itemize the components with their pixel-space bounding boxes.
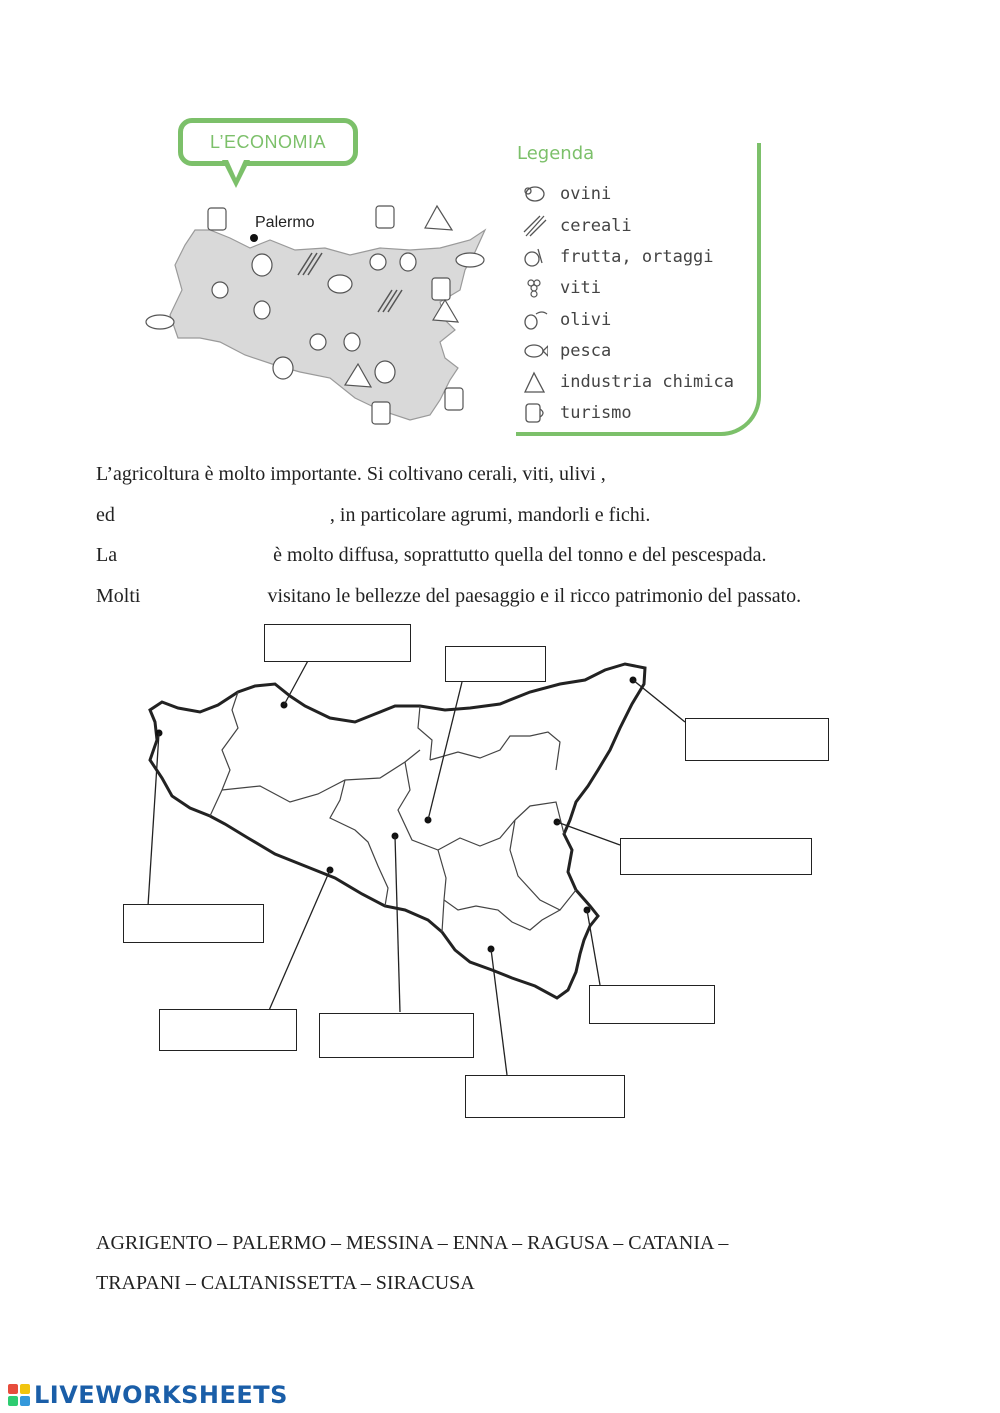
sentence-end: è molto diffusa, soprattutto quella del tonno e del pescespada. xyxy=(273,544,767,566)
label-box-siracusa[interactable] xyxy=(589,985,715,1024)
legend-item-industria xyxy=(522,370,734,394)
leader-line xyxy=(395,836,400,1012)
brand-name: LIVEWORKSHEETS xyxy=(34,1381,288,1409)
legend-label: pesca xyxy=(560,341,612,361)
border-ragusa-siracusa xyxy=(438,850,560,932)
leader-line xyxy=(267,870,330,1015)
border-caltanissetta xyxy=(330,780,388,906)
word-bank-line-1: AGRIGENTO – PALERMO – MESSINA – ENNA – RAGUSA – CATANIA – xyxy=(96,1232,729,1254)
legend-item-frutta xyxy=(522,245,714,269)
label-box-palermo[interactable] xyxy=(264,624,411,662)
legend-label: ovini xyxy=(560,184,612,204)
bubble-tail-inner xyxy=(228,160,244,178)
palermo-label: Palermo xyxy=(255,214,315,231)
border-catania xyxy=(510,802,576,910)
label-box-ragusa[interactable] xyxy=(465,1075,625,1118)
leader-line xyxy=(428,682,462,820)
sentence-start: ed xyxy=(96,504,115,526)
legend-item-viti xyxy=(522,276,601,300)
sentence-agricoltura: L’agricoltura è molto importante. Si coltivano cerali, viti, ulivi , xyxy=(96,463,606,485)
sentence-end: visitano le bellezze del paesaggio e il ricco patrimonio del passato. xyxy=(267,585,802,607)
word-bank-line-2: TRAPANI – CALTANISSETTA – SIRACUSA xyxy=(96,1272,475,1294)
border-messina-enna xyxy=(430,732,560,770)
liveworksheets-logo-icon xyxy=(8,1384,30,1406)
legend-item-olivi xyxy=(522,308,611,332)
legend-label: turismo xyxy=(560,403,632,423)
legend-label: frutta, ortaggi xyxy=(560,247,714,267)
sentence-start: La xyxy=(96,544,118,566)
grapes-icon xyxy=(522,276,548,300)
palermo-dot xyxy=(250,234,258,242)
tourism-mug-icon xyxy=(522,401,548,425)
legend-label: viti xyxy=(560,278,601,298)
label-box-agrigento[interactable] xyxy=(159,1009,297,1051)
legend-title: Legenda xyxy=(517,143,595,164)
chemical-industry-icon xyxy=(522,370,548,394)
border-trapani-palermo xyxy=(210,692,238,816)
sentence-frutta xyxy=(96,504,650,527)
border-palermo-messina xyxy=(418,706,432,760)
leader-line xyxy=(284,657,310,705)
olive-icon xyxy=(522,308,548,332)
label-box-enna-top[interactable] xyxy=(445,646,546,682)
economy-title-bubble: L’ECONOMIA xyxy=(178,118,358,166)
fruit-icon xyxy=(522,245,548,269)
leader-line xyxy=(491,949,507,1075)
sentence-end: , in particolare agrumi, mandorli e fichi. xyxy=(329,504,651,526)
legend-label: cereali xyxy=(560,216,632,236)
sheep-icon xyxy=(522,182,548,206)
label-box-messina[interactable] xyxy=(685,718,829,761)
liveworksheets-brand xyxy=(8,1381,288,1409)
border-enna xyxy=(398,762,515,850)
fish-icon xyxy=(522,339,548,363)
sicily-economy-outline xyxy=(170,230,485,420)
legend-label: olivi xyxy=(560,310,612,330)
legend-item-ovini xyxy=(522,182,611,206)
sentence-turisti xyxy=(96,585,801,608)
label-box-trapani[interactable] xyxy=(123,904,264,943)
label-box-catania[interactable] xyxy=(620,838,812,875)
legend-item-turismo xyxy=(522,401,632,425)
legend-item-cereali xyxy=(522,214,632,238)
sicily-provinces-map xyxy=(0,610,1000,1130)
sicily-coastline xyxy=(150,664,645,998)
legend-label: industria chimica xyxy=(560,372,734,392)
legend-item-pesca xyxy=(522,339,611,363)
wheat-icon xyxy=(522,214,548,238)
label-box-caltanissetta[interactable] xyxy=(319,1013,474,1058)
sentence-start: Molti xyxy=(96,585,141,607)
sentence-pesca xyxy=(96,544,766,567)
border-palermo-agrigento xyxy=(222,750,420,802)
leader-line xyxy=(633,680,685,722)
